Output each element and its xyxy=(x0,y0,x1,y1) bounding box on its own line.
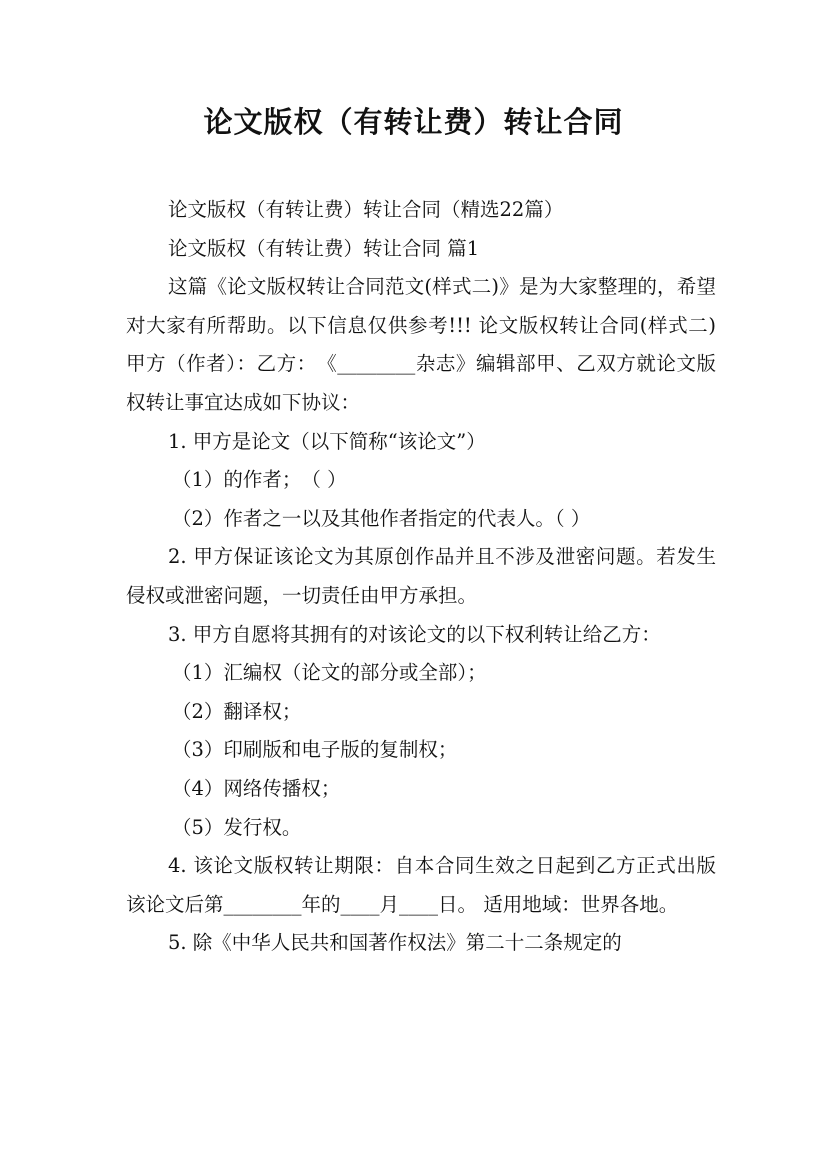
clause-3-item-2: （2）翻译权； xyxy=(172,699,302,723)
clause-2: 2. 甲方保证该论文为其原创作品并且不涉及泄密问题。若发生侵权或泄密问题，一切责任由甲方承担。 xyxy=(126,545,716,607)
clause-1: 1. 甲方是论文（以下简称“该论文”） xyxy=(168,429,486,453)
paragraph-intro: 这篇《论文版权转让合同范文(样式二)》是为大家整理的，希望对大家有所帮助。以下信息仅供参考!!! 论文版权转让合同(样式二)甲方（作者）：乙方： 《________杂志》编辑部甲、乙双方就论文版权转让事宜达成如下协议： xyxy=(126,275,716,414)
clause-3: 3. 甲方自愿将其拥有的对该论文的以下权利转让给乙方： xyxy=(168,622,661,646)
clause-3-item-1: （1）汇编权（论文的部分或全部）； xyxy=(172,661,487,685)
clause-1-item-1: （1）的作者； （ ） xyxy=(172,468,347,492)
paragraph-section-heading: 论文版权（有转让费）转让合同 篇1 xyxy=(168,236,480,260)
clause-3-item-5: （5）发行权。 xyxy=(172,815,302,839)
clause-3-item-3: （3）印刷版和电子版的复制权； xyxy=(172,738,458,762)
clause-3-item-4: （4）网络传播权； xyxy=(172,776,341,800)
clause-1-item-2: （2）作者之一以及其他作者指定的代表人。（ ） xyxy=(172,506,591,530)
document-body xyxy=(126,191,716,963)
document-title: 论文版权（有转让费）转让合同 xyxy=(203,105,624,139)
paragraph-subtitle: 论文版权（有转让费）转让合同（精选22篇） xyxy=(168,198,564,221)
clause-4: 4. 该论文版权转让期限：自本合同生效之日起到乙方正式出版该论文后第________年的____月____日。 适用地域：世界各地。 xyxy=(126,854,716,916)
clause-5: 5. 除《中华人民共和国著作权法》第二十二条规定的 xyxy=(168,931,622,955)
